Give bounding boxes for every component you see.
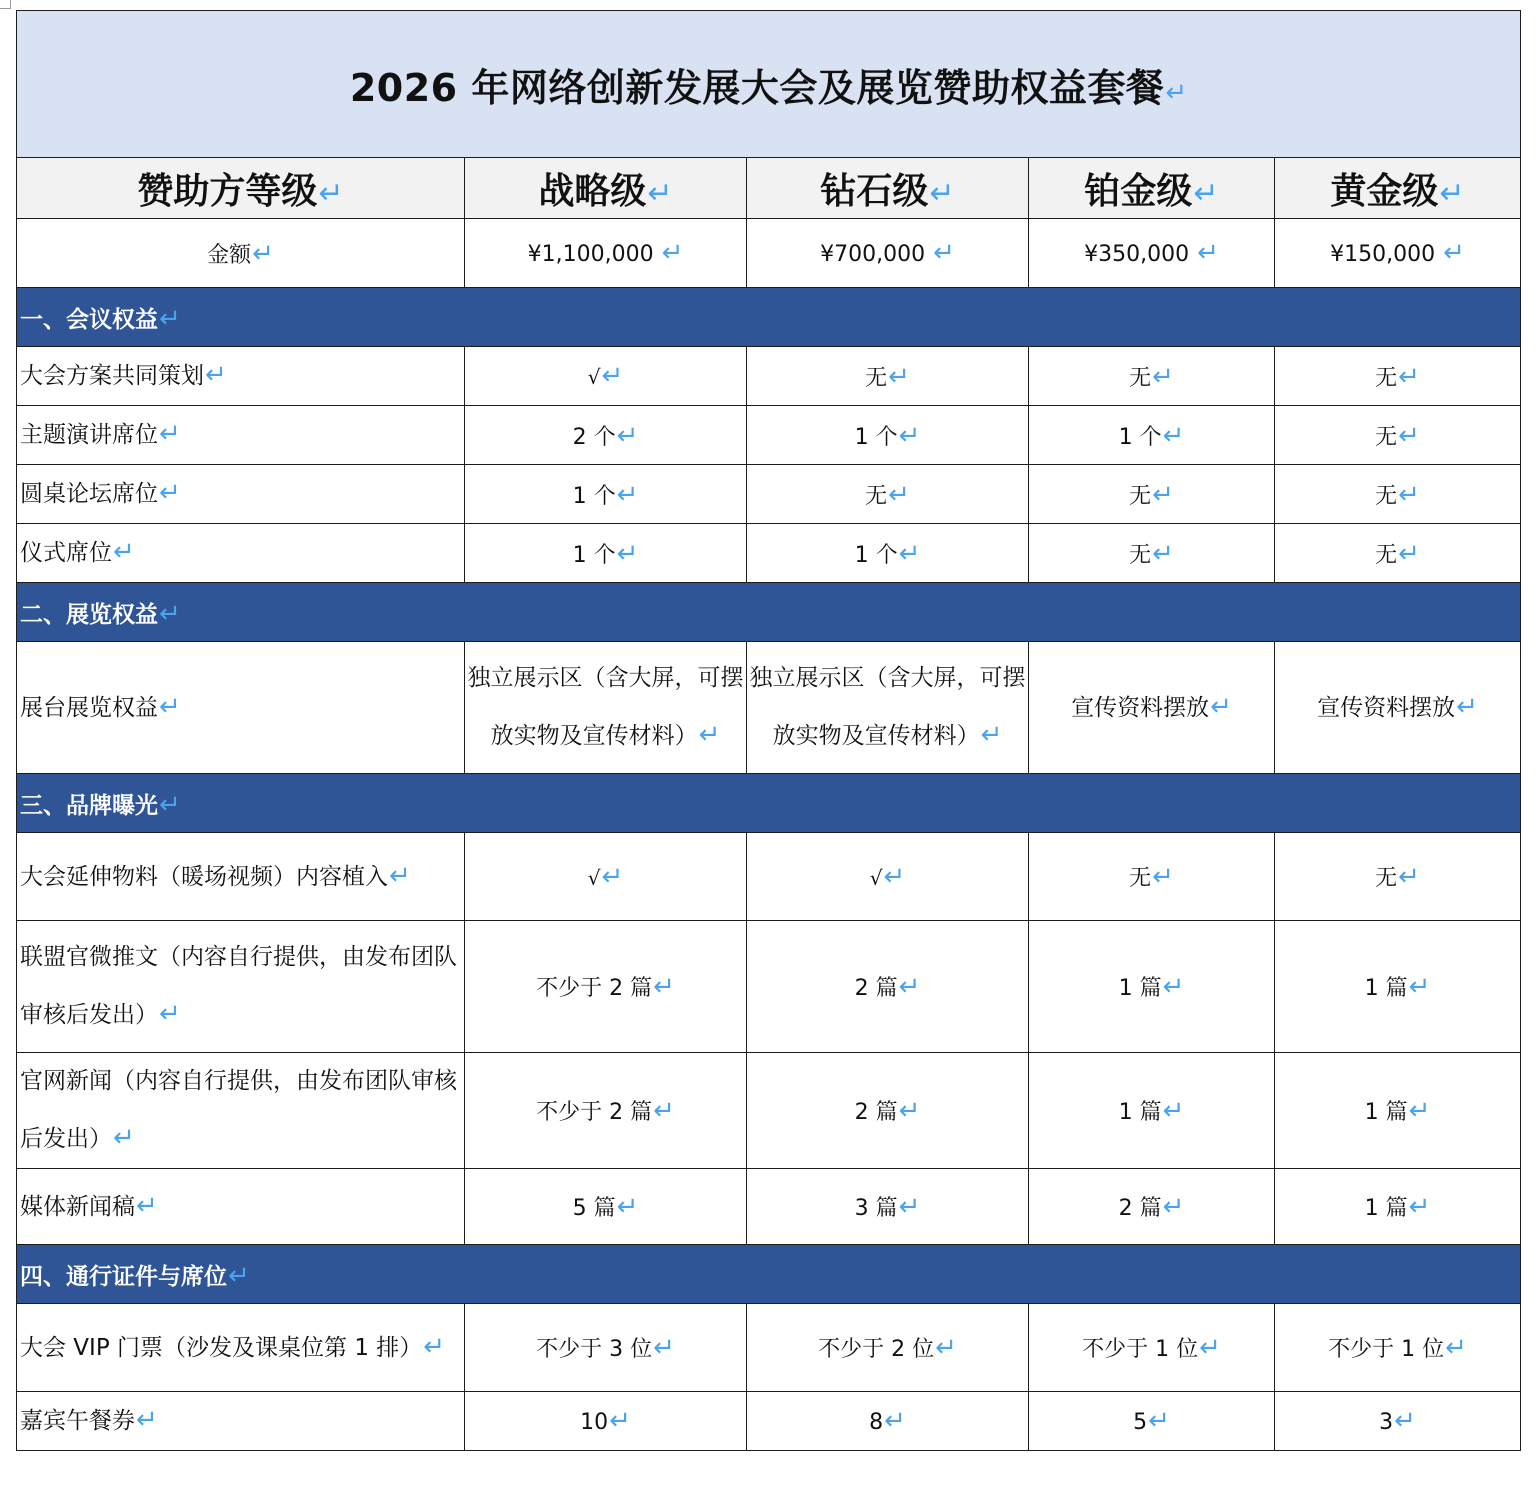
value-cell — [465, 1304, 747, 1392]
row-label-cell — [17, 406, 465, 465]
title-cell — [17, 11, 1521, 158]
value-cell — [1029, 642, 1275, 774]
row-label-cell — [17, 833, 465, 921]
return-mark-icon: ↵ — [159, 478, 181, 508]
return-mark-icon: ↵ — [884, 1406, 906, 1436]
cell-value: 1 篇 — [1364, 976, 1408, 1001]
value-cell — [1029, 833, 1275, 921]
section-header — [17, 774, 1521, 833]
return-mark-icon: ↵ — [1443, 238, 1465, 268]
value-cell — [747, 465, 1029, 524]
return-mark-icon: ↵ — [616, 1192, 639, 1222]
return-mark-icon: ↵ — [601, 861, 624, 892]
cell-value: 2 个 — [572, 424, 616, 450]
return-mark-icon: ↵ — [1398, 479, 1420, 510]
cell-value: 独立展示区（含大屏，可摆放实物及宣传材料） — [467, 665, 744, 749]
value-cell — [465, 1053, 747, 1169]
value-cell — [747, 1169, 1029, 1245]
header-label: 赞助方等级 — [137, 170, 318, 212]
price-cell — [1029, 219, 1275, 288]
row-label: 官网新闻（内容自行提供，由发布团队审核后发出） — [20, 1068, 457, 1152]
return-mark-icon: ↵ — [159, 419, 181, 449]
cell-value: 无 — [865, 365, 888, 391]
row-label: 联盟官微推文（内容自行提供，由发布团队审核后发出） — [20, 944, 457, 1028]
cell-value: 不少于 2 篇 — [536, 976, 653, 1001]
price-cell — [747, 219, 1029, 288]
return-mark-icon: ↵ — [1152, 361, 1174, 392]
value-cell — [1275, 1304, 1521, 1392]
price-label-cell — [17, 219, 465, 288]
row-label-cell — [17, 524, 465, 583]
price-value: ¥1,100,000 — [527, 242, 654, 267]
return-mark-icon: ↵ — [616, 420, 639, 451]
return-mark-icon: ↵ — [935, 1333, 957, 1363]
cell-value: 无 — [1375, 424, 1398, 450]
return-mark-icon: ↵ — [980, 720, 1003, 750]
return-mark-icon: ↵ — [898, 1096, 921, 1126]
value-cell — [1029, 921, 1275, 1053]
return-mark-icon: ↵ — [1408, 972, 1431, 1002]
return-mark-icon: ↵ — [113, 537, 135, 567]
cell-value: 3 — [1379, 1410, 1394, 1435]
return-mark-icon: ↵ — [159, 303, 181, 334]
return-mark-icon: ↵ — [1408, 1096, 1431, 1126]
section-title: 四、通行证件与席位 — [20, 1263, 227, 1290]
cell-value: 5 篇 — [572, 1196, 616, 1221]
value-cell — [747, 406, 1029, 465]
value-cell — [465, 921, 747, 1053]
value-cell — [465, 347, 747, 406]
value-cell — [747, 921, 1029, 1053]
cell-value: 3 篇 — [854, 1196, 898, 1221]
tier-header-platinum: 铂金级 — [1084, 170, 1193, 212]
cell-value: 1 篇 — [1364, 1100, 1408, 1125]
return-mark-icon: ↵ — [609, 1406, 631, 1436]
cell-value: 1 个 — [572, 542, 616, 568]
section-title: 一、会议权益 — [20, 306, 158, 333]
tier-header-cell — [747, 158, 1029, 219]
value-cell — [465, 1392, 747, 1451]
page-corner-mark — [0, 0, 11, 9]
value-cell — [747, 1304, 1029, 1392]
row-label: 展台展览权益 — [20, 694, 158, 721]
cell-value: 不少于 2 位 — [818, 1337, 935, 1362]
value-cell — [465, 642, 747, 774]
tier-header-gold: 黄金级 — [1330, 170, 1439, 212]
cell-value: 1 个 — [572, 483, 616, 509]
value-cell — [1029, 347, 1275, 406]
return-mark-icon: ↵ — [888, 361, 910, 392]
return-mark-icon: ↵ — [159, 598, 181, 629]
value-cell — [747, 347, 1029, 406]
return-mark-icon: ↵ — [1398, 538, 1420, 569]
value-cell — [1029, 1169, 1275, 1245]
row-label-cell — [17, 465, 465, 524]
cell-value: 10 — [580, 1410, 609, 1435]
return-mark-icon: ↵ — [653, 972, 675, 1002]
return-mark-icon: ↵ — [883, 861, 906, 892]
return-mark-icon: ↵ — [1408, 1192, 1431, 1222]
return-mark-icon: ↵ — [616, 538, 639, 569]
price-value: ¥150,000 — [1330, 242, 1436, 267]
price-cell — [465, 219, 747, 288]
value-cell — [747, 1053, 1029, 1169]
cell-value: 1 个 — [854, 542, 898, 568]
return-mark-icon: ↵ — [1456, 691, 1478, 722]
return-mark-icon: ↵ — [616, 479, 639, 510]
price-value: ¥350,000 — [1084, 242, 1190, 267]
return-mark-icon: ↵ — [1394, 1406, 1416, 1436]
row-label: 主题演讲席位 — [20, 422, 158, 448]
cell-value: 无 — [865, 483, 888, 509]
section-title: 三、品牌曝光 — [20, 792, 158, 819]
value-cell — [1029, 1304, 1275, 1392]
return-mark-icon: ↵ — [159, 691, 181, 722]
checkmark-value: √ — [587, 365, 601, 389]
value-cell — [747, 1392, 1029, 1451]
cell-value: 无 — [1375, 483, 1398, 509]
return-mark-icon: ↵ — [1445, 1333, 1467, 1363]
return-mark-icon: ↵ — [228, 1260, 250, 1291]
row-label: 大会 VIP 门票（沙发及课桌位第 1 排） — [20, 1334, 423, 1361]
return-mark-icon: ↵ — [601, 361, 624, 391]
return-mark-icon: ↵ — [1152, 538, 1174, 569]
return-mark-icon: ↵ — [252, 238, 274, 269]
price-value: ¥700,000 — [820, 242, 926, 267]
value-cell — [465, 465, 747, 524]
value-cell — [1029, 406, 1275, 465]
value-cell — [465, 406, 747, 465]
value-cell — [465, 524, 747, 583]
row-label: 圆桌论坛席位 — [20, 481, 158, 507]
value-cell — [1029, 1392, 1275, 1451]
return-mark-icon: ↵ — [933, 238, 955, 268]
tier-header-cell — [465, 158, 747, 219]
return-mark-icon: ↵ — [653, 1096, 675, 1126]
cell-value: 1 个 — [1118, 424, 1162, 450]
cell-value: 1 个 — [854, 424, 898, 450]
cell-value: 2 篇 — [854, 1100, 898, 1125]
row-label-cell — [17, 642, 465, 774]
cell-value: 无 — [1129, 365, 1152, 391]
value-cell — [465, 833, 747, 921]
return-mark-icon: ↵ — [318, 175, 344, 211]
cell-value: 2 篇 — [854, 976, 898, 1001]
value-cell — [1275, 642, 1521, 774]
return-mark-icon: ↵ — [1197, 238, 1219, 268]
cell-value: 宣传资料摆放 — [1317, 694, 1456, 721]
checkmark-value: √ — [869, 865, 883, 890]
value-cell — [747, 833, 1029, 921]
value-cell — [1275, 524, 1521, 583]
row-label: 大会延伸物料（暖场视频）内容植入 — [20, 863, 388, 890]
cell-value: 不少于 2 篇 — [536, 1100, 653, 1125]
return-mark-icon: ↵ — [1210, 691, 1232, 722]
return-mark-icon: ↵ — [1162, 1192, 1185, 1222]
sponsorship-table — [16, 10, 1521, 1451]
cell-value: 1 篇 — [1364, 1196, 1408, 1221]
cell-value: 不少于 1 位 — [1082, 1337, 1199, 1362]
section-title: 二、展览权益 — [20, 601, 158, 628]
return-mark-icon: ↵ — [113, 1123, 135, 1153]
row-label-cell — [17, 1304, 465, 1392]
return-mark-icon: ↵ — [888, 479, 910, 510]
cell-value: 无 — [1375, 542, 1398, 568]
price-label: 金额 — [207, 242, 252, 268]
return-mark-icon: ↵ — [159, 789, 181, 820]
value-cell — [747, 642, 1029, 774]
return-mark-icon: ↵ — [136, 1405, 158, 1435]
value-cell — [1275, 1392, 1521, 1451]
cell-value: 2 篇 — [1118, 1196, 1162, 1221]
return-mark-icon: ↵ — [1162, 972, 1185, 1002]
return-mark-icon: ↵ — [136, 1190, 158, 1221]
price-cell — [1275, 219, 1521, 288]
section-header — [17, 288, 1521, 347]
value-cell — [1275, 1053, 1521, 1169]
return-mark-icon: ↵ — [1398, 862, 1420, 892]
return-mark-icon: ↵ — [653, 1333, 675, 1363]
section-header — [17, 583, 1521, 642]
return-mark-icon: ↵ — [698, 720, 721, 750]
return-mark-icon: ↵ — [423, 1331, 446, 1362]
return-mark-icon: ↵ — [1152, 479, 1174, 510]
return-mark-icon: ↵ — [898, 972, 921, 1002]
value-cell — [1029, 524, 1275, 583]
row-label: 大会方案共同策划 — [20, 363, 204, 389]
value-cell — [1275, 833, 1521, 921]
return-mark-icon: ↵ — [898, 538, 921, 569]
value-cell — [1029, 465, 1275, 524]
return-mark-icon: ↵ — [898, 420, 921, 451]
cell-value: 无 — [1375, 866, 1398, 891]
cell-value: 无 — [1129, 866, 1152, 891]
tier-header-cell — [1275, 158, 1521, 219]
value-cell — [1275, 465, 1521, 524]
header-label-cell — [17, 158, 465, 219]
cell-value: 8 — [869, 1410, 884, 1435]
tier-header-strategic: 战略级 — [538, 170, 647, 212]
value-cell — [1275, 347, 1521, 406]
return-mark-icon: ↵ — [661, 238, 684, 268]
cell-value: 无 — [1129, 542, 1152, 568]
return-mark-icon: ↵ — [1193, 175, 1219, 211]
cell-value: 不少于 1 位 — [1328, 1337, 1445, 1362]
value-cell — [465, 1169, 747, 1245]
table-title: 2026 年网络创新发展大会及展览赞助权益套餐 — [349, 65, 1165, 110]
row-label-cell — [17, 347, 465, 406]
tier-header-cell — [1029, 158, 1275, 219]
return-mark-icon: ↵ — [205, 360, 227, 390]
return-mark-icon: ↵ — [1199, 1333, 1221, 1363]
row-label-cell — [17, 921, 465, 1053]
checkmark-value: √ — [587, 865, 601, 890]
cell-value: 宣传资料摆放 — [1071, 694, 1210, 721]
row-label: 媒体新闻稿 — [20, 1193, 135, 1220]
return-mark-icon: ↵ — [1152, 862, 1174, 892]
return-mark-icon: ↵ — [1162, 420, 1185, 451]
row-label-cell — [17, 1392, 465, 1451]
value-cell — [1275, 921, 1521, 1053]
cell-value: 独立展示区（含大屏，可摆放实物及宣传材料） — [749, 665, 1026, 749]
return-mark-icon: ↵ — [1162, 1096, 1185, 1126]
value-cell — [1275, 406, 1521, 465]
return-mark-icon: ↵ — [647, 175, 673, 211]
cell-value: 无 — [1375, 365, 1398, 391]
return-mark-icon: ↵ — [389, 860, 411, 891]
return-mark-icon: ↵ — [1439, 175, 1465, 211]
row-label: 嘉宾午餐券 — [20, 1408, 135, 1434]
return-mark-icon: ↵ — [929, 175, 955, 211]
row-label: 仪式席位 — [20, 540, 112, 566]
value-cell — [747, 524, 1029, 583]
return-mark-icon: ↵ — [898, 1192, 921, 1222]
section-header — [17, 1245, 1521, 1304]
return-mark-icon: ↵ — [1148, 1406, 1170, 1436]
return-mark-icon: ↵ — [1398, 420, 1420, 451]
cell-value: 1 篇 — [1118, 976, 1162, 1001]
return-mark-icon: ↵ — [1165, 77, 1188, 108]
row-label-cell — [17, 1053, 465, 1169]
cell-value: 1 篇 — [1118, 1100, 1162, 1125]
value-cell — [1029, 1053, 1275, 1169]
tier-header-diamond: 钻石级 — [820, 170, 929, 212]
cell-value: 无 — [1129, 483, 1152, 509]
cell-value: 5 — [1133, 1410, 1148, 1435]
row-label-cell — [17, 1169, 465, 1245]
cell-value: 不少于 3 位 — [536, 1337, 653, 1362]
return-mark-icon: ↵ — [1398, 361, 1420, 392]
return-mark-icon: ↵ — [159, 999, 181, 1029]
value-cell — [1275, 1169, 1521, 1245]
